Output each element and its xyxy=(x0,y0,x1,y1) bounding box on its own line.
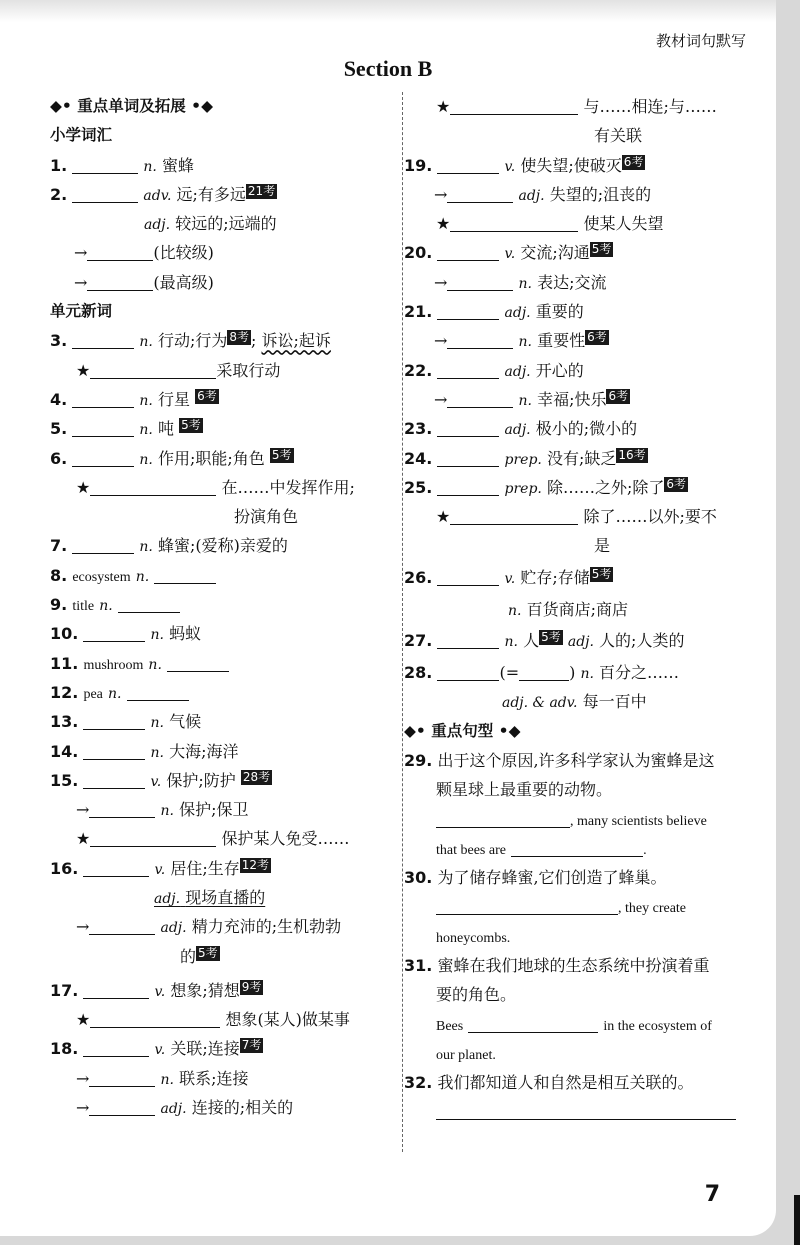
vocab-item-15: 15. v. 保护;防护 28考 xyxy=(50,769,271,790)
vocab-subline: ★ 使某人失望 xyxy=(436,214,664,234)
diamond-icon: ◆• xyxy=(404,721,426,740)
vocab-item-7: 7. n. 蜂蜜;(爱称)亲爱的 xyxy=(50,536,288,556)
answer-blank[interactable] xyxy=(89,918,155,935)
answer-blank[interactable] xyxy=(87,274,153,291)
answer-blank[interactable] xyxy=(436,898,618,915)
answer-blank[interactable] xyxy=(83,713,145,730)
vocab-subline: 扮演角色 xyxy=(234,507,299,527)
vocab-subline: 是 xyxy=(594,536,611,556)
diamond-icon: ◆• xyxy=(50,97,72,115)
answer-blank[interactable] xyxy=(72,537,134,554)
vocab-item-22: 22. adj. 开心的 xyxy=(404,360,584,380)
answer-blank[interactable] xyxy=(89,1099,155,1116)
answer-blank[interactable] xyxy=(83,772,145,789)
vocab-item-2: 2. adv. 远;有多远 21考 xyxy=(50,183,276,204)
vocab-subline: → n. 联系;连接 xyxy=(76,1068,249,1088)
sentence-item-30: 30. 为了储存蜂蜜,它们创造了蜂巢。 xyxy=(404,868,667,888)
answer-blank[interactable] xyxy=(72,420,134,437)
vocab-subline: ★ 在……中发挥作用; xyxy=(76,477,355,497)
vocab-subline: 的 5考 xyxy=(180,945,218,966)
sentence-subline: Bees in the ecosystem of xyxy=(404,1010,744,1039)
vocab-item-25: 25. prep. 除……之外;除了 6考 xyxy=(404,476,687,497)
page-number: 7 xyxy=(704,1182,720,1207)
vocab-item-20: 20. v. 交流;沟通 5考 xyxy=(404,242,612,263)
vocab-item-17: 17. v. 想象;猜想 9考 xyxy=(50,979,262,1000)
answer-blank[interactable] xyxy=(450,215,578,232)
answer-blank[interactable] xyxy=(437,569,499,586)
vocab-item-4: 4. n. 行星 6考 xyxy=(50,388,217,409)
vocab-item-9: 9. title n. xyxy=(50,590,395,619)
vocab-subline: → adj. 连接的;相关的 xyxy=(76,1097,294,1117)
answer-blank[interactable] xyxy=(437,157,499,174)
vocab-subline: adj. & adv. 每一百中 xyxy=(502,692,647,712)
exam-count-badge: 8考 xyxy=(229,330,250,345)
exam-count-badge: 9考 xyxy=(241,979,262,994)
subheading-primary: 小学词汇 xyxy=(50,126,113,145)
exam-count-badge: 6考 xyxy=(587,330,607,345)
sentence-subline: honeycombs. xyxy=(436,930,511,946)
vocab-item-10: 10. n. 蚂蚁 xyxy=(50,624,202,644)
answer-blank[interactable] xyxy=(83,743,145,760)
answer-blank[interactable] xyxy=(89,801,155,818)
vocab-item-26: 26. v. 贮存;存储 5考 xyxy=(404,566,612,587)
vocab-item-16: 16. v. 居住;生存 12考 xyxy=(50,857,270,878)
exam-count-badge: 21考 xyxy=(247,183,276,198)
answer-blank[interactable] xyxy=(72,332,134,349)
sentence-subline: , they create xyxy=(404,892,744,921)
section-title: Section B xyxy=(343,56,433,81)
vocab-item-3: 3. n. 行动;行为 8考 ; 诉讼;起诉 xyxy=(50,330,331,351)
vocab-item-14: 14. n. 大海;海洋 xyxy=(50,741,239,761)
section-heading-sentences: ◆• 重点句型 •◆ xyxy=(404,721,521,740)
sentence-item-31: 31. 蜜蜂在我们地球的生态系统中扮演着重 xyxy=(404,956,710,976)
column-divider xyxy=(402,92,403,1152)
answer-blank[interactable] xyxy=(89,1070,155,1087)
exam-count-badge: 5考 xyxy=(271,447,292,462)
answer-blank[interactable] xyxy=(83,625,145,642)
top-shade xyxy=(0,0,776,22)
answer-blank[interactable] xyxy=(167,655,229,672)
answer-blank[interactable] xyxy=(437,362,499,379)
answer-blank[interactable] xyxy=(437,479,499,496)
vocab-subline: → n. 保护;保卫 xyxy=(76,800,249,820)
exam-count-badge: 7考 xyxy=(241,1038,262,1053)
answer-blank[interactable] xyxy=(447,186,513,203)
vocab-item-27: 27. n. 人 5考 adj. 人的;人类的 xyxy=(404,630,685,651)
exam-count-badge: 6考 xyxy=(666,476,687,491)
vocab-subline: adj. 现场直播的 xyxy=(154,888,266,908)
vocab-item-12: 12. pea n. xyxy=(50,678,395,707)
answer-blank[interactable] xyxy=(437,664,499,681)
exam-count-badge: 6考 xyxy=(197,388,217,403)
answer-blank[interactable] xyxy=(447,332,513,349)
header-label: 教材词句默写 xyxy=(655,32,746,50)
vocab-subline: → adj. 失望的;沮丧的 xyxy=(434,184,652,204)
vocab-item-8: 8. ecosystem n. xyxy=(50,561,395,590)
answer-blank[interactable] xyxy=(437,244,499,261)
answer-blank[interactable] xyxy=(72,450,134,467)
answer-blank[interactable] xyxy=(83,982,149,999)
answer-blank[interactable] xyxy=(72,186,138,203)
vocab-item-1: 1. n. 蜜蜂 xyxy=(50,155,194,175)
answer-blank[interactable] xyxy=(83,860,149,877)
sentence-item-32: 32. 我们都知道人和自然是相互关联的。 xyxy=(404,1073,694,1093)
answer-blank[interactable] xyxy=(83,1040,149,1057)
sentence-item-29: 29. 出于这个原因,许多科学家认为蜜蜂是这 xyxy=(404,750,715,770)
right-column xyxy=(404,92,744,1127)
vocab-subline: → (最高级) xyxy=(74,272,214,292)
vocab-subline: n. 百货商店;商店 xyxy=(508,599,628,619)
sentence-subline: that bees are . xyxy=(404,834,744,863)
vocab-subline: → n. 幸福;快乐 6考 xyxy=(434,388,629,409)
exam-count-badge: 5考 xyxy=(591,566,612,581)
answer-blank[interactable] xyxy=(511,840,643,857)
exam-count-badge: 5考 xyxy=(591,242,612,257)
answer-blank[interactable] xyxy=(90,1011,220,1028)
section-heading-words: ◆• 重点单词及拓展 •◆ xyxy=(50,97,213,115)
exam-count-badge: 5考 xyxy=(198,945,218,960)
sentence-subline: our planet. xyxy=(436,1047,496,1063)
sentence-subline: , many scientists believe xyxy=(404,805,744,834)
vocab-item-23: 23. adj. 极小的;微小的 xyxy=(404,419,638,439)
vocab-item-6: 6. n. 作用;职能;角色 5考 xyxy=(50,447,292,468)
answer-blank[interactable] xyxy=(447,391,513,408)
answer-blank[interactable] xyxy=(118,596,180,613)
answer-blank[interactable] xyxy=(437,632,499,649)
vocab-subline: ★ 与……相连;与…… xyxy=(436,97,717,116)
answer-blank[interactable] xyxy=(450,508,578,525)
answer-blank[interactable] xyxy=(154,567,216,584)
diamond-icon: •◆ xyxy=(498,721,521,740)
answer-blank[interactable] xyxy=(72,391,134,408)
diamond-icon: •◆ xyxy=(191,97,213,115)
answer-blank[interactable] xyxy=(437,420,499,437)
answer-blank[interactable] xyxy=(447,274,513,291)
vocab-item-18: 18. v. 关联;连接 7考 xyxy=(50,1038,262,1059)
exam-count-badge: 16考 xyxy=(618,447,646,462)
vocab-subline: ★ 保护某人免受…… xyxy=(76,829,350,849)
answer-blank[interactable] xyxy=(90,830,216,847)
vocab-item-19: 19. v. 使失望;使破灭 6考 xyxy=(404,154,644,175)
edge-mark xyxy=(794,1195,800,1245)
vocab-item-11: 11. mushroom n. xyxy=(50,649,395,678)
vocab-subline: ★ 采取行动 xyxy=(76,360,281,380)
exam-count-badge: 28考 xyxy=(242,769,271,784)
vocab-item-5: 5. n. 吨 5考 xyxy=(50,418,201,439)
sentence-subline: 颗星球上最重要的动物。 xyxy=(436,780,613,800)
answer-blank[interactable] xyxy=(436,811,570,828)
left-column xyxy=(50,92,395,1122)
answer-blank[interactable] xyxy=(450,98,578,115)
vocab-item-24: 24. prep. 没有;缺乏 16考 xyxy=(404,447,646,468)
exam-count-badge: 12考 xyxy=(241,857,270,872)
exam-count-badge: 5考 xyxy=(181,418,201,433)
vocab-subline: → n. 重要性 6考 xyxy=(434,330,607,351)
vocab-subline: → adj. 精力充沛的;生机勃勃 xyxy=(76,917,342,937)
exam-count-badge: 6考 xyxy=(608,388,629,403)
exam-count-badge: 6考 xyxy=(623,154,644,169)
answer-blank[interactable] xyxy=(519,664,569,681)
vocab-item-13: 13. n. 气候 xyxy=(50,712,202,732)
vocab-subline: 有关联 xyxy=(594,126,643,146)
exam-count-badge: 5考 xyxy=(541,630,561,645)
answer-blank[interactable] xyxy=(437,450,499,467)
vocab-subline: ★ 想象(某人)做某事 xyxy=(76,1009,350,1029)
vocab-subline: → (比较级) xyxy=(74,243,214,263)
answer-blank[interactable] xyxy=(72,157,138,174)
vocab-subline: ★ 除了……以外;要不 xyxy=(436,507,717,527)
vocab-item-28: 28. (= ) n. 百分之…… xyxy=(404,663,680,683)
answer-blank[interactable] xyxy=(437,303,499,320)
subheading-unit: 单元新词 xyxy=(50,302,113,321)
answer-blank[interactable] xyxy=(90,479,216,496)
answer-blank[interactable] xyxy=(468,1016,598,1033)
vocab-item-21: 21. adj. 重要的 xyxy=(404,302,584,322)
answer-blank[interactable] xyxy=(127,684,189,701)
answer-blank[interactable] xyxy=(90,362,216,379)
sentence-subline: 要的角色。 xyxy=(436,985,517,1005)
vocab-subline: adj. 较远的;远端的 xyxy=(144,214,277,234)
vocab-subline: → n. 表达;交流 xyxy=(434,272,607,292)
sentence-answer-line[interactable] xyxy=(404,1098,744,1127)
answer-blank[interactable] xyxy=(87,244,153,261)
